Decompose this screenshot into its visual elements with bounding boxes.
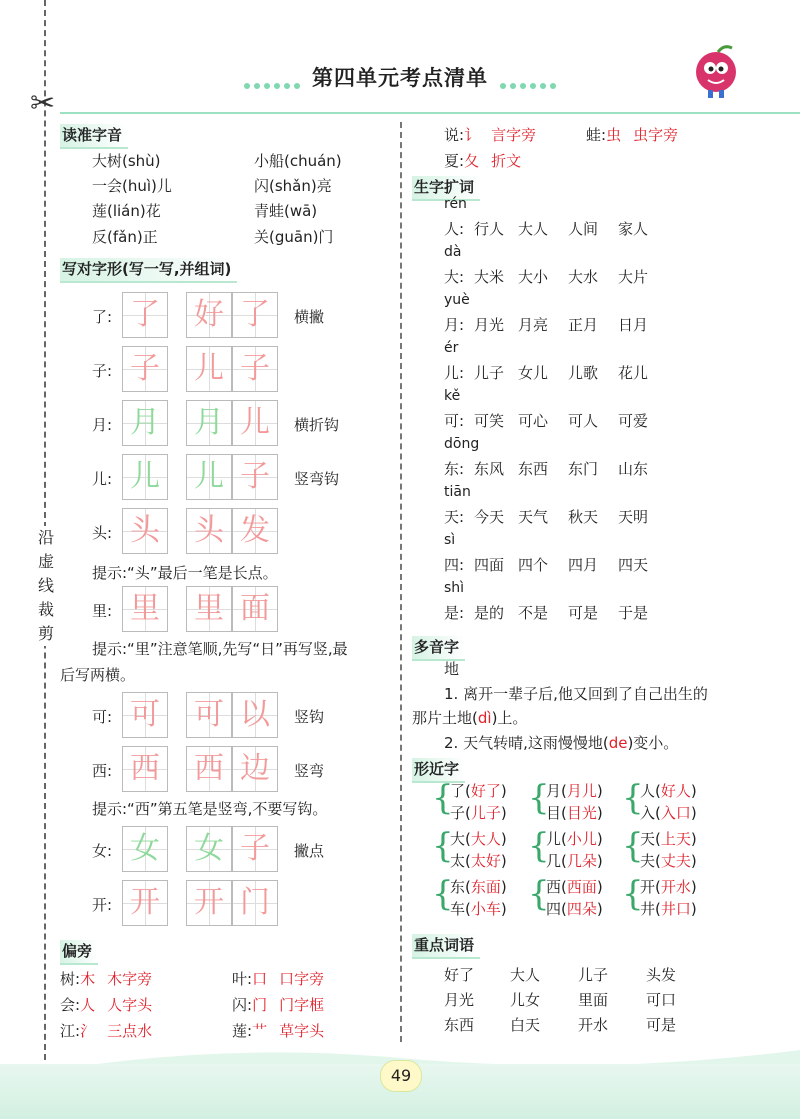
- write-row-label: 儿:: [92, 470, 113, 488]
- trace-char: 子: [240, 351, 270, 386]
- expand-word: 秋天: [568, 508, 599, 526]
- stroke-note: 横撇: [294, 308, 325, 326]
- similar-word: 目光: [566, 804, 597, 822]
- trace-char: 西: [130, 751, 160, 786]
- writing-cell: [186, 586, 232, 632]
- writing-cell: [186, 454, 232, 500]
- radical-name: 草字头: [279, 1022, 325, 1040]
- stroke-note: 竖弯: [294, 762, 325, 780]
- expand-word: 四面: [474, 556, 505, 574]
- similar-pair: [640, 828, 697, 849]
- section-heading-poly: 多音字: [412, 636, 465, 661]
- similar-close: ): [690, 804, 697, 822]
- similar-char: 夫(: [640, 852, 661, 870]
- key-word: 可口: [646, 991, 677, 1009]
- similar-char: 车(: [450, 900, 471, 918]
- similar-pair: [640, 802, 697, 823]
- writing-cell: [122, 292, 168, 338]
- read-item: 莲(lián)花: [92, 202, 161, 220]
- similar-word: 好人: [660, 782, 691, 800]
- expand-word: 东风: [474, 460, 505, 478]
- writing-cell: [122, 508, 168, 554]
- write-row-label: 西:: [92, 762, 113, 780]
- expand-word: 天气: [518, 508, 549, 526]
- trace-char: 儿: [194, 459, 224, 494]
- trace-char: 以: [240, 697, 270, 732]
- similar-char: 几(: [546, 852, 567, 870]
- radical-item: [60, 1020, 152, 1041]
- similar-word: 井口: [660, 900, 691, 918]
- trace-char: 子: [130, 351, 160, 386]
- key-word: 开水: [578, 1016, 609, 1034]
- writing-cell: [186, 880, 232, 926]
- section-heading-similar: 形近字: [412, 758, 465, 783]
- write-row-label: 头:: [92, 524, 113, 542]
- trace-char: 月: [194, 405, 224, 440]
- expand-word: 正月: [568, 316, 599, 334]
- expand-char: 儿:: [444, 364, 465, 382]
- expand-word: 花儿: [618, 364, 649, 382]
- similar-close: ): [596, 900, 603, 918]
- writing-cell: [232, 400, 278, 446]
- pinyin: dōng: [444, 436, 480, 452]
- expand-char: 东:: [444, 460, 465, 478]
- writing-cell: [232, 826, 278, 872]
- writing-cell: [122, 826, 168, 872]
- similar-close: ): [596, 804, 603, 822]
- trace-char: 里: [130, 591, 160, 626]
- trace-char: 儿: [240, 405, 270, 440]
- similar-char: 儿(: [546, 830, 567, 848]
- radical-symbol: 门: [252, 996, 268, 1014]
- similar-word: 上天: [660, 830, 691, 848]
- similar-pair: [640, 876, 697, 897]
- similar-close: ): [500, 804, 507, 822]
- section-heading-expand: 生字扩词: [412, 176, 480, 201]
- key-word: 白天: [510, 1016, 541, 1034]
- radical-symbol: 艹: [252, 1022, 268, 1040]
- similar-pair: [640, 780, 697, 801]
- expand-char: 是:: [444, 604, 465, 622]
- similar-close: ): [500, 878, 507, 896]
- radical-name: 言字旁: [491, 126, 537, 144]
- writing-cell: [122, 692, 168, 738]
- read-item: 反(fǎn)正: [92, 228, 158, 246]
- trace-char: 月: [130, 405, 160, 440]
- read-item: 闪(shǎn)亮: [254, 177, 332, 195]
- similar-close: ): [500, 900, 507, 918]
- key-word: 大人: [510, 966, 541, 984]
- expand-word: 家人: [618, 220, 649, 238]
- key-word: 月光: [444, 991, 475, 1009]
- radical-name: 三点水: [107, 1022, 153, 1040]
- similar-word: 儿子: [470, 804, 501, 822]
- tip-text: 后写两横。: [60, 666, 136, 684]
- column-divider: [400, 122, 402, 1042]
- similar-pair: [546, 828, 603, 849]
- writing-cell: [122, 454, 168, 500]
- similar-char: 太(: [450, 852, 471, 870]
- radical-item: [60, 994, 152, 1015]
- expand-word: 大人: [518, 220, 549, 238]
- similar-char: 西(: [546, 878, 567, 896]
- pinyin: ér: [444, 340, 459, 356]
- similar-pair: [640, 898, 697, 919]
- brace-icon: {: [622, 778, 644, 818]
- pinyin: kě: [444, 388, 461, 404]
- similar-pair: [450, 802, 507, 823]
- similar-close: ): [690, 782, 697, 800]
- apple-mascot-icon: [688, 44, 744, 100]
- similar-char: 目(: [546, 804, 567, 822]
- pinyin: tiān: [444, 484, 471, 500]
- similar-pair: [450, 898, 507, 919]
- similar-word: 西面: [566, 878, 597, 896]
- poly-sentence: 那片土地(dì)上。: [412, 709, 528, 727]
- expand-word: 是的: [474, 604, 505, 622]
- radical-char: 蛙:: [586, 126, 607, 144]
- write-row-label: 女:: [92, 842, 113, 860]
- similar-pair: [546, 898, 603, 919]
- trace-char: 开: [130, 885, 160, 920]
- expand-word: 四天: [618, 556, 649, 574]
- stroke-note: 竖弯钩: [294, 470, 340, 488]
- brace-icon: {: [528, 826, 550, 866]
- expand-char: 天:: [444, 508, 465, 526]
- brace-icon: {: [622, 826, 644, 866]
- writing-cell: [186, 292, 232, 338]
- expand-word: 可人: [568, 412, 599, 430]
- trace-char: 面: [240, 591, 270, 626]
- trace-char: 子: [240, 459, 270, 494]
- poly-sentence: 2. 天气转晴,这雨慢慢地(de)变小。: [444, 734, 679, 752]
- radical-item: [60, 968, 152, 989]
- similar-char: 井(: [640, 900, 661, 918]
- stroke-note: 竖钩: [294, 708, 325, 726]
- writing-cell: [232, 346, 278, 392]
- trace-char: 了: [130, 297, 160, 332]
- similar-char: 入(: [640, 804, 661, 822]
- read-item: 一会(huì)儿: [92, 177, 172, 195]
- section-heading-read: 读准字音: [60, 124, 128, 149]
- trace-char: 可: [130, 697, 160, 732]
- expand-word: 日月: [618, 316, 649, 334]
- tip-text: 提示:“里”注意笔顺,先写“日”再写竖,最: [92, 640, 348, 658]
- trace-char: 女: [130, 831, 160, 866]
- writing-cell: [232, 880, 278, 926]
- pinyin: dà: [444, 244, 462, 260]
- expand-word: 大小: [518, 268, 549, 286]
- write-row-label: 开:: [92, 896, 113, 914]
- similar-char: 开(: [640, 878, 661, 896]
- key-word: 儿女: [510, 991, 541, 1009]
- radical-name: 虫字旁: [633, 126, 679, 144]
- title-dots-left: [244, 74, 304, 82]
- section-heading-write: 写对字形(写一写,并组词): [60, 258, 237, 283]
- radical-item: [586, 124, 678, 145]
- pinyin: yuè: [444, 292, 470, 308]
- radical-char: 夏:: [444, 152, 465, 170]
- similar-pair: [640, 850, 697, 871]
- radical-char: 树:: [60, 970, 81, 988]
- page-number: 49: [380, 1060, 422, 1092]
- write-row-label: 可:: [92, 708, 113, 726]
- similar-pair: [546, 876, 603, 897]
- radical-char: 江:: [60, 1022, 81, 1040]
- similar-close: ): [500, 782, 507, 800]
- writing-cell: [122, 586, 168, 632]
- trace-char: 发: [240, 513, 270, 548]
- radical-symbol: 人: [80, 996, 96, 1014]
- expand-word: 可是: [568, 604, 599, 622]
- similar-pair: [546, 850, 603, 871]
- similar-char: 大(: [450, 830, 471, 848]
- tip-text: 提示:“西”第五笔是竖弯,不要写钩。: [92, 800, 328, 818]
- pinyin: shì: [444, 580, 465, 596]
- expand-word: 可心: [518, 412, 549, 430]
- similar-pair: [546, 780, 603, 801]
- similar-word: 大人: [470, 830, 501, 848]
- trace-char: 西: [194, 751, 224, 786]
- header-divider: [60, 112, 800, 114]
- trace-char: 里: [194, 591, 224, 626]
- writing-cell: [232, 746, 278, 792]
- similar-close: ): [500, 852, 507, 870]
- writing-cell: [122, 880, 168, 926]
- poly-sentence: 1. 离开一辈子后,他又回到了自己出生的: [444, 685, 708, 703]
- writing-cell: [232, 454, 278, 500]
- brace-icon: {: [432, 826, 454, 866]
- similar-word: 入口: [660, 804, 691, 822]
- expand-word: 月亮: [518, 316, 549, 334]
- radical-symbol: 夂: [464, 152, 480, 170]
- write-row-label: 里:: [92, 602, 113, 620]
- brace-icon: {: [432, 778, 454, 818]
- similar-word: 太好: [470, 852, 501, 870]
- radical-char: 叶:: [232, 970, 253, 988]
- similar-pair: [450, 876, 507, 897]
- pinyin: sì: [444, 532, 456, 548]
- similar-close: ): [690, 900, 697, 918]
- expand-word: 东门: [568, 460, 599, 478]
- page-title: 第四单元考点清单: [312, 66, 488, 90]
- radical-symbol: 虫: [606, 126, 622, 144]
- radical-char: 说:: [444, 126, 465, 144]
- radical-item: [232, 994, 324, 1015]
- key-word: 好了: [444, 966, 475, 984]
- expand-word: 山东: [618, 460, 649, 478]
- writing-cell: [232, 692, 278, 738]
- similar-close: ): [500, 830, 507, 848]
- expand-word: 天明: [618, 508, 649, 526]
- trace-char: 女: [194, 831, 224, 866]
- writing-cell: [186, 692, 232, 738]
- expand-char: 大:: [444, 268, 465, 286]
- similar-word: 小儿: [566, 830, 597, 848]
- similar-close: ): [596, 830, 603, 848]
- expand-word: 东西: [518, 460, 549, 478]
- trace-char: 好: [194, 297, 224, 332]
- similar-char: 东(: [450, 878, 471, 896]
- radical-item: [232, 1020, 324, 1041]
- trace-char: 儿: [194, 351, 224, 386]
- radical-name: 门字框: [279, 996, 325, 1014]
- brace-icon: {: [432, 874, 454, 914]
- similar-pair: [450, 850, 507, 871]
- writing-cell: [232, 508, 278, 554]
- similar-word: 开水: [660, 878, 691, 896]
- key-word: 儿子: [578, 966, 609, 984]
- similar-char: 了(: [450, 782, 471, 800]
- trace-char: 头: [130, 513, 160, 548]
- similar-close: ): [596, 852, 603, 870]
- radical-item: [444, 150, 521, 171]
- writing-cell: [122, 346, 168, 392]
- expand-word: 行人: [474, 220, 505, 238]
- similar-char: 子(: [450, 804, 471, 822]
- expand-char: 四:: [444, 556, 465, 574]
- writing-cell: [186, 826, 232, 872]
- similar-close: ): [596, 878, 603, 896]
- trace-char: 儿: [130, 459, 160, 494]
- similar-char: 月(: [546, 782, 567, 800]
- similar-close: ): [690, 830, 697, 848]
- trace-char: 开: [194, 885, 224, 920]
- expand-word: 可爱: [618, 412, 649, 430]
- writing-cell: [186, 508, 232, 554]
- read-item: 关(guān)门: [254, 228, 334, 246]
- similar-word: 丈夫: [660, 852, 691, 870]
- key-word: 东西: [444, 1016, 475, 1034]
- stroke-note: 撇点: [294, 842, 325, 860]
- radical-char: 闪:: [232, 996, 253, 1014]
- expand-word: 人间: [568, 220, 599, 238]
- similar-close: ): [690, 852, 697, 870]
- expand-word: 可笑: [474, 412, 505, 430]
- radical-symbol: 讠: [464, 126, 480, 144]
- radical-item: [232, 968, 324, 989]
- radical-name: 口字旁: [279, 970, 325, 988]
- trace-char: 了: [240, 297, 270, 332]
- polyphone-char: 地: [444, 660, 460, 678]
- write-row-label: 子:: [92, 362, 113, 380]
- key-word: 里面: [578, 991, 609, 1009]
- expand-word: 不是: [518, 604, 549, 622]
- writing-cell: [232, 586, 278, 632]
- expand-word: 女儿: [518, 364, 549, 382]
- radical-char: 会:: [60, 996, 81, 1014]
- similar-word: 四朵: [566, 900, 597, 918]
- similar-char: 四(: [546, 900, 567, 918]
- expand-word: 大片: [618, 268, 649, 286]
- similar-word: 月儿: [566, 782, 597, 800]
- radical-char: 莲:: [232, 1022, 253, 1040]
- brace-icon: {: [528, 874, 550, 914]
- trace-char: 头: [194, 513, 224, 548]
- similar-close: ): [690, 878, 697, 896]
- section-heading-radical: 偏旁: [60, 940, 98, 965]
- expand-char: 可:: [444, 412, 465, 430]
- similar-close: ): [596, 782, 603, 800]
- expand-char: 月:: [444, 316, 465, 334]
- expand-word: 大水: [568, 268, 599, 286]
- read-item: 青蛙(wā): [254, 202, 318, 220]
- similar-word: 好了: [470, 782, 501, 800]
- key-word: 头发: [646, 966, 677, 984]
- expand-word: 于是: [618, 604, 649, 622]
- section-heading-key: 重点词语: [412, 934, 480, 959]
- expand-char: 人:: [444, 220, 465, 238]
- expand-word: 月光: [474, 316, 505, 334]
- writing-cell: [186, 400, 232, 446]
- writing-cell: [122, 400, 168, 446]
- similar-word: 小车: [470, 900, 501, 918]
- writing-cell: [232, 292, 278, 338]
- similar-pair: [450, 828, 507, 849]
- radical-symbol: 口: [252, 970, 268, 988]
- similar-pair: [546, 802, 603, 823]
- radical-name: 木字旁: [107, 970, 153, 988]
- similar-pair: [450, 780, 507, 801]
- radical-symbol: 氵: [80, 1022, 96, 1040]
- similar-char: 天(: [640, 830, 661, 848]
- key-word: 可是: [646, 1016, 677, 1034]
- similar-word: 几朵: [566, 852, 597, 870]
- expand-word: 大米: [474, 268, 505, 286]
- tip-text: 提示:“头”最后一笔是长点。: [92, 564, 278, 582]
- expand-word: 儿子: [474, 364, 505, 382]
- similar-char: 人(: [640, 782, 661, 800]
- radical-name: 折文: [491, 152, 522, 170]
- trace-char: 可: [194, 697, 224, 732]
- radical-name: 人字头: [107, 996, 153, 1014]
- read-item: 大树(shù): [92, 152, 161, 170]
- expand-word: 四个: [518, 556, 549, 574]
- scissors-icon: ✂: [30, 86, 56, 121]
- writing-cell: [186, 346, 232, 392]
- brace-icon: {: [528, 778, 550, 818]
- expand-word: 儿歌: [568, 364, 599, 382]
- trace-char: 子: [240, 831, 270, 866]
- brace-icon: {: [622, 874, 644, 914]
- write-row-label: 月:: [92, 416, 113, 434]
- trace-char: 边: [240, 751, 270, 786]
- writing-cell: [186, 746, 232, 792]
- read-item: 小船(chuán): [254, 152, 342, 170]
- expand-word: 今天: [474, 508, 505, 526]
- writing-cell: [122, 746, 168, 792]
- expand-word: 四月: [568, 556, 599, 574]
- write-row-label: 了:: [92, 308, 113, 326]
- title-dots-right: [500, 74, 560, 82]
- similar-word: 东面: [470, 878, 501, 896]
- stroke-note: 横折钩: [294, 416, 340, 434]
- pinyin: rén: [444, 196, 467, 212]
- trace-char: 门: [240, 885, 270, 920]
- cut-instruction: 沿虚线裁剪: [34, 526, 58, 646]
- radical-item: [444, 124, 536, 145]
- radical-symbol: 木: [80, 970, 96, 988]
